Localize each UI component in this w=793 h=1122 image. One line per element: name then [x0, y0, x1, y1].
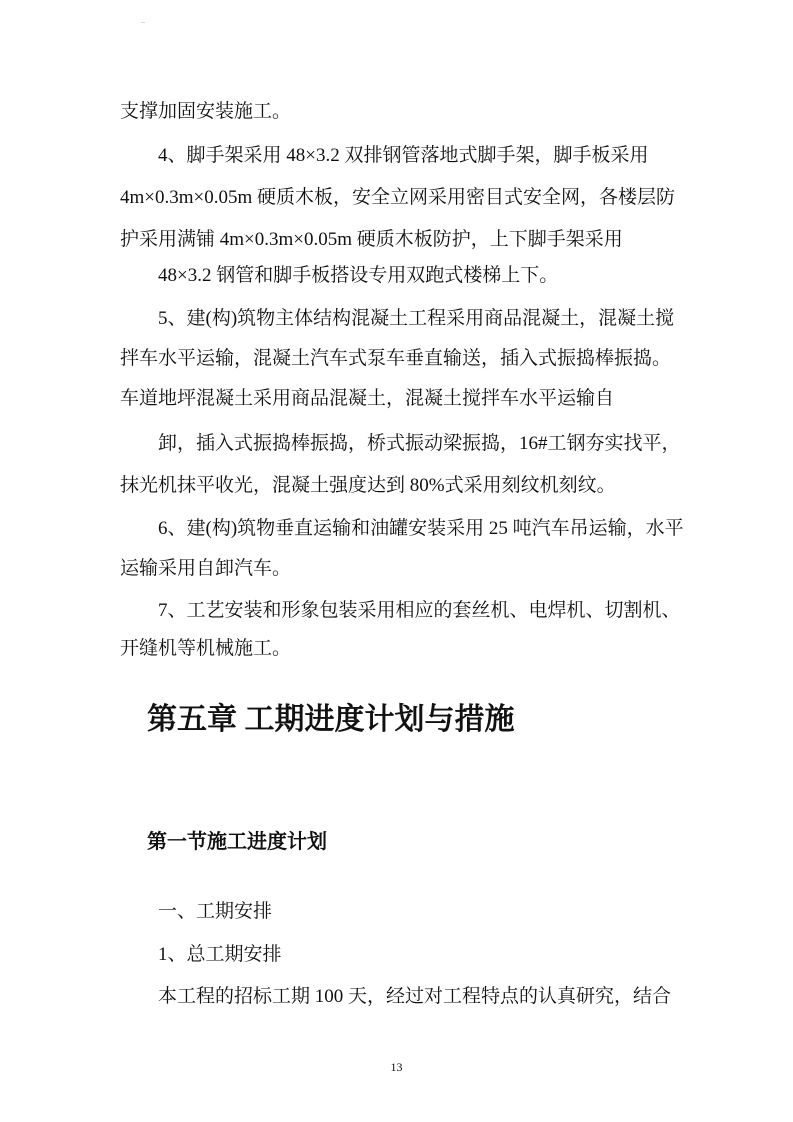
- text-line: 7、工艺安装和形象包装采用相应的套丝机、电焊机、切割机、: [158, 600, 681, 621]
- text-line: 6、建(构)筑物垂直运输和油罐安装采用 25 吨汽车吊运输，水平: [158, 518, 684, 539]
- subsection-heading: 1、总工期安排: [158, 944, 282, 965]
- header-mark: ..: [141, 16, 145, 25]
- text-line: 支撑加固安装施工。: [120, 101, 292, 122]
- subsection-heading: 一、工期安排: [158, 901, 273, 922]
- text-line: 4、脚手架采用 48×3.2 双排钢管落地式脚手架，脚手板采用: [158, 145, 649, 166]
- text-line: 卸，插入式振捣棒振捣，桥式振动梁振捣，16#工钢夯实找平，: [158, 433, 681, 454]
- text-line: 护采用满铺 4m×0.3m×0.05m 硬质木板防护，上下脚手架采用: [120, 229, 623, 250]
- text-line: 抹光机抹平收光，混凝土强度达到 80%式采用刻纹机刻纹。: [120, 475, 616, 496]
- text-line: 48×3.2 钢管和脚手板搭设专用双跑式楼梯上下。: [158, 265, 559, 286]
- text-line: 本工程的招标工期 100 天，经过对工程特点的认真研究，结合: [158, 986, 672, 1007]
- section-title: 第一节施工进度计划: [147, 831, 327, 853]
- text-line: 开缝机等机械施工。: [120, 638, 292, 659]
- text-line: 5、建(构)筑物主体结构混凝土工程采用商品混凝土，混凝土搅: [158, 308, 675, 329]
- text-line: 拌车水平运输，混凝土汽车式泵车垂直输送，插入式振捣棒振捣。: [120, 348, 672, 369]
- text-line: 车道地坪混凝土采用商品混凝土，混凝土搅拌车水平运输自: [120, 388, 615, 409]
- text-line: 运输采用自卸汽车。: [120, 558, 292, 579]
- page-number: 13: [390, 1060, 403, 1074]
- chapter-title: 第五章 工期进度计划与措施: [147, 703, 515, 736]
- text-line: 4m×0.3m×0.05m 硬质木板，安全立网采用密目式安全网，各楼层防: [120, 187, 676, 208]
